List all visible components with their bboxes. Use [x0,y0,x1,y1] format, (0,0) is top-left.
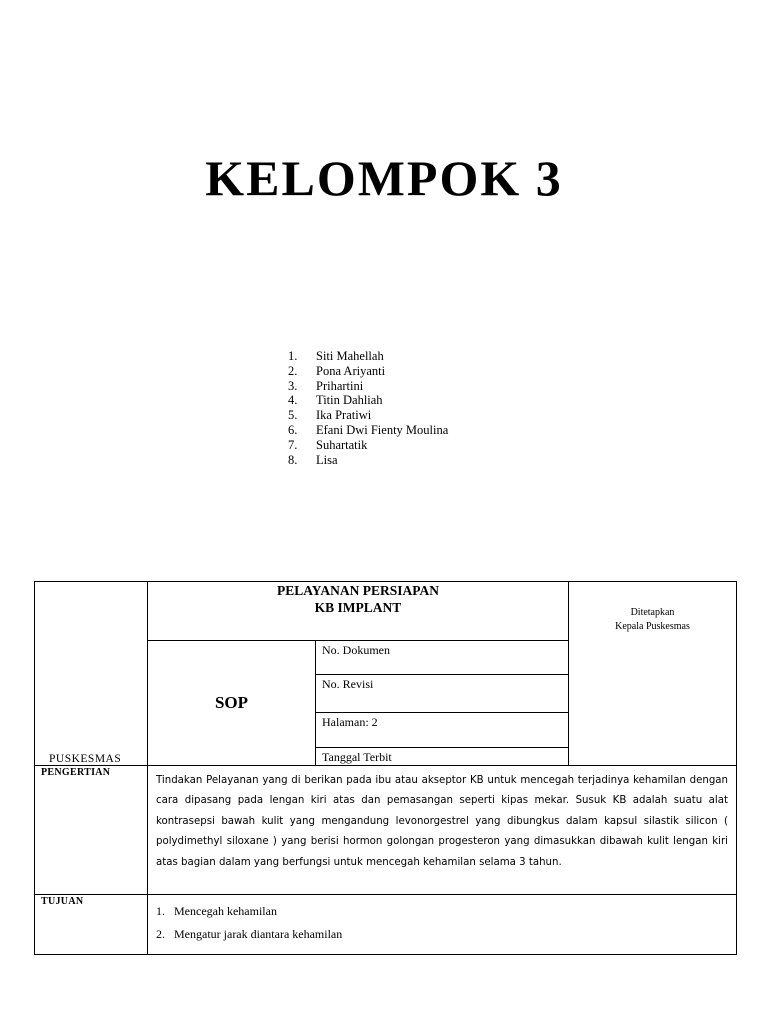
list-number: 1. [288,349,298,363]
approved-line2: Kepala Puskesmas [615,621,690,632]
member-list [288,349,448,467]
goal-cell [148,895,737,955]
definition-text: Tindakan Pelayanan yang di berikan pada ibu atau akseptor KB untuk mencegah terjadinya kehamilan dengan cara dipasang pada lengan kiri atas dan pemasangan seperti kipas mekar. Susuk KB adalah suatu alat kontrasepsi bawah kulit yang mengandung levonorgestrel yang dibungkus dalam kapsul silastik silicon ( polydimethyl siloxane ) yang berisi hormon golongan progesteron yang dimasukkan dibawah kulit lengan kiri atas bagian dalam yang berfungsi untuk mencegah kehamilan selama 3 tahun. [148,766,737,895]
goal-list [148,895,736,946]
member-name: Pona Ariyanti [316,363,386,378]
issue-date-field: Tanggal Terbit [316,748,569,766]
member-name: Prihartini [316,378,364,393]
approval-cell [569,582,737,766]
service-title-line1: PELAYANAN PERSIAPAN [277,583,439,598]
member-name: Ika Pratiwi [316,408,372,423]
list-item [288,438,448,453]
list-number: 3. [288,378,298,393]
list-item [288,393,448,408]
page-field: Halaman: 2 [316,713,569,748]
member-name: Siti Mahellah [316,349,384,363]
list-number: 2. [156,927,165,941]
list-item [288,408,448,423]
document-title: KELOMPOK 3 [205,150,563,206]
list-item [288,379,448,394]
list-number: 7. [288,437,298,452]
approved-line1: Ditetapkan [630,607,675,618]
list-number: 6. [288,422,298,437]
sop-label: SOP [148,641,316,766]
member-name: Efani Dwi Fienty Moulina [316,422,449,437]
list-number: 8. [288,452,298,467]
puskesmas-label: PUSKESMAS [49,753,122,765]
sop-table [34,581,737,955]
list-number: 1. [156,904,165,918]
list-item [156,923,728,946]
service-title-line2: KB IMPLANT [314,600,402,615]
service-title-cell [148,582,569,641]
list-number: 2. [288,363,298,378]
list-item [288,364,448,379]
goal-text: Mengatur jarak diantara kehamilan [174,927,343,941]
member-name: Suhartatik [316,437,368,452]
revision-field: No. Revisi [316,675,569,713]
goal-text: Mencegah kehamilan [174,904,277,918]
list-item [288,453,448,468]
list-item [156,900,728,923]
doc-number-field: No. Dokumen [316,641,569,675]
list-number: 4. [288,393,298,408]
definition-label: PENGERTIAN [35,766,148,895]
member-name: Lisa [316,452,338,467]
list-item [288,349,448,364]
puskesmas-cell [35,582,148,766]
goal-label: TUJUAN [35,895,148,955]
list-number: 5. [288,408,298,423]
list-item [288,423,448,438]
member-name: Titin Dahliah [316,393,383,408]
